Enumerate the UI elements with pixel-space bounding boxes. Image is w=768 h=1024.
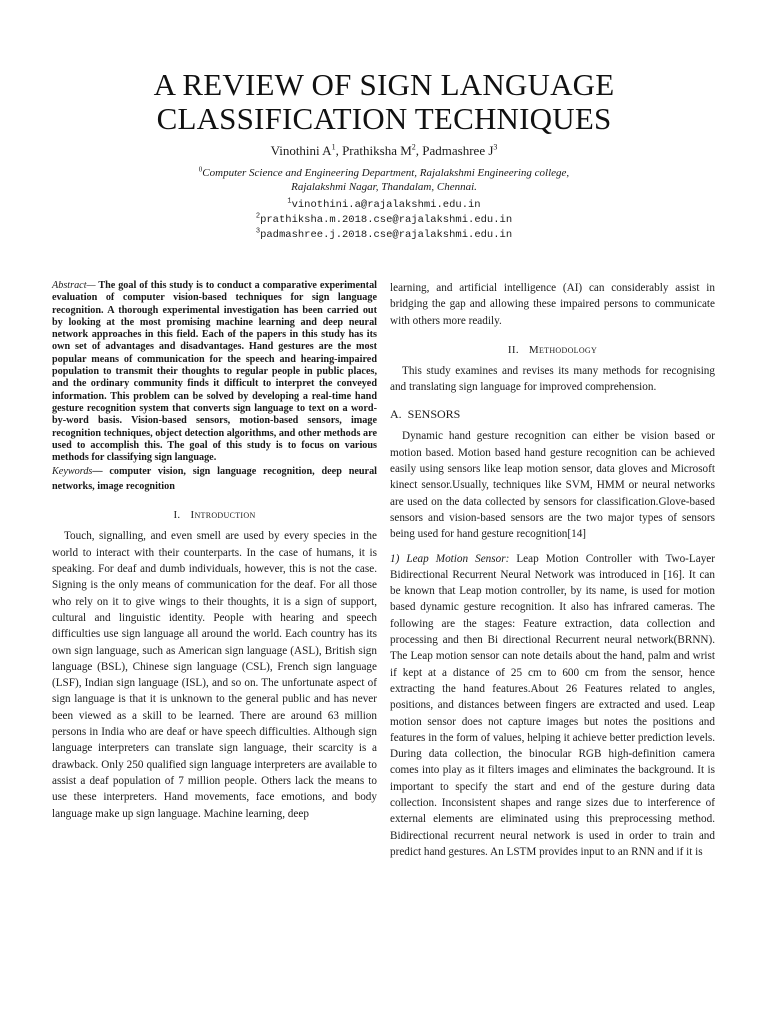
abstract-text: The goal of this study is to conduct a comparative experimental evaluation of computer vision-based techniques for sign language recognition. A thorough experimental investigation has been carried out by looking at the most promising machine learning and deep neural network approaches in this field. Each of the papers in this study has its own set of advantages and disadvantages. Hand gestures are the most popular means of communication for the speech and hearing-impaired population to transmit their thoughts to regular people in public places, and the ordinary community finds it difficult to interpret the conveyed information. This problem can be solved by developing a real-time hand gesture recognition system that converts sign language to text on a word-by-word basis. Vision-based sensors, motion-based sensors, image recognition techniques, object detection algorithms, and other methods are used to accomplish this. The goal of this study is to focus on various methods for classifying sign language. (52, 280, 377, 464)
section-number: I. (173, 509, 181, 522)
author-name: Vinothini A (270, 143, 332, 158)
email-item (0, 228, 768, 243)
email-address[interactable]: padmashree.j.2018.cse@rajalakshmi.edu.in (260, 229, 513, 241)
keywords-label: Keywords (52, 466, 93, 478)
section-title: Introduction (190, 509, 256, 522)
author-sup: 1 (331, 142, 336, 152)
affiliation-line-1: Computer Science and Engineering Department, Rajalakshmi Engineering college, (202, 167, 570, 179)
affiliation (0, 166, 768, 194)
subsection-heading-sensors (390, 407, 715, 422)
affiliation-line-2: Rajalakshmi Nagar, Thandalam, Chennai. (291, 181, 477, 193)
email-address[interactable]: prathiksha.m.2018.cse@rajalakshmi.edu.in (260, 214, 513, 226)
section-number: II. (507, 343, 519, 356)
keywords (52, 464, 377, 494)
author-list: Vinothini $A^1$, Prathiksha $M^2$, Padmashree $J^3$ (270, 142, 498, 158)
leap-motion-text: Leap Motion Controller with Two-Layer Bidirectional Recurrent Neural Network was introduced in [16]. It can be known that Leap motion controller, by its name, is used for motion based dynamic gesture recognition. It also has infrared cameras. The following are the stages: Feature extraction, data collection and processing and then Bi directional Recurrent neural network(BRNN). The Leap motion sensor can note details about the hand, palm and wrist if kept at a distance of 25 cm to 600 cm from the sensor, hence extracting the hand features.About 26 Features related to angles, positions, and distances between fingers are extracted and used. Leap motion sensor does not capture images but notes the positions and features in the form of values, helping it achieve better prediction levels. During data collection, the binocular RGB high-definition camera comes into play as it filters images and eliminates the background. It is important to specify the start and end of the gesture during data collection. Inconsistent shapes and range sizes due to interference of external elements are eliminated using this preprocessing method. Bidirectional recurrent neural network is used in order to train and predict hand gestures. An LSTM provides input to an RNN and if it is (390, 552, 715, 858)
subsection-number: A. (390, 407, 402, 422)
email-sup: 2 (255, 212, 261, 221)
right-column (390, 280, 715, 860)
leap-motion-heading: 1) Leap Motion Sensor: (390, 552, 510, 565)
author-name: Padmashree J (422, 143, 494, 158)
email-list (0, 198, 768, 243)
methodology-paragraph: This study examines and revises its many methods for recognising and translating sign language for improved comprehension. (390, 364, 715, 394)
paper-header (0, 68, 768, 243)
section-heading-introduction (52, 508, 377, 522)
paper-title (0, 68, 768, 136)
title-line-1: A REVIEW OF SIGN LANGUAGE (153, 67, 615, 102)
email-address[interactable]: vinothini.a@rajalakshmi.edu.in (291, 199, 481, 211)
email-sup: 1 (287, 197, 292, 206)
abstract-label: Abstract— (52, 280, 96, 291)
author-sup: 3 (493, 142, 498, 152)
keywords-text: — computer vision, sign language recognition, deep neural networks, image recognition (52, 466, 377, 493)
subsection-title: SENSORS (407, 407, 461, 422)
email-item (0, 198, 768, 213)
introduction-continuation: learning, and artificial intelligence (AI) can considerably assist in bridging the gap and allowing these impaired persons to communicate with others more readily. (390, 282, 715, 327)
title-line-2: CLASSIFICATION TECHNIQUES (156, 101, 612, 136)
sensors-paragraph: Dynamic hand gesture recognition can either be vision based or motion based. Motion based hand gesture recognition can be achieved easily using sensors like leap motion sensor, data gloves and Microsoft kinect sensor.Usually, techniques like SVM, HMM or neural networks are used on the data collected by sensors for classification.Glove-based sensors and vision-based sensors are the two major types of sensors being used for hand gesture recognition[14] (390, 430, 715, 541)
abstract (52, 280, 377, 464)
author-name: Prathiksha M (342, 143, 412, 158)
introduction-paragraph: Touch, signalling, and even smell are used by every species in the world to interact with their counterparts. In the case of humans, it is speaking. For deaf and dumb individuals, however, this is not the case. Signing is the only means of communication for the deaf. For all those who rely on it to give wings to their thoughts, it is a sign of support, cultural and linguistic identity. People with hearing and speech difficulties use sign language all around the world. Each country has its own sign language, such as American sign language (ASL), British sign language (BSL), Chinese sign language (CSL), French sign language (LSF), Indian sign language (ISL), and so on. The unfortunate aspect of sign language is that it is unknown to the general public and has never been viewed as a skill to be learned. There are around 63 million persons in India who are deaf or have speech difficulties. Although sign language interpreters can translate sign language, their scarcity is a drawback. Only 250 qualified sign language interpreters are available to assist a deaf population of 7 million people. Others lack the means to use these interpreters. Hand movements, face emotions, and body language make up sign language. Machine learning, deep (52, 530, 377, 820)
leap-motion-paragraph (390, 551, 715, 861)
section-heading-methodology (390, 343, 715, 357)
section-title: Methodology (528, 343, 598, 356)
email-item (0, 213, 768, 228)
email-sup: 3 (255, 227, 261, 236)
author-sup: 2 (411, 142, 416, 152)
left-column (52, 280, 377, 822)
affiliation-sup: 0 (198, 165, 203, 174)
